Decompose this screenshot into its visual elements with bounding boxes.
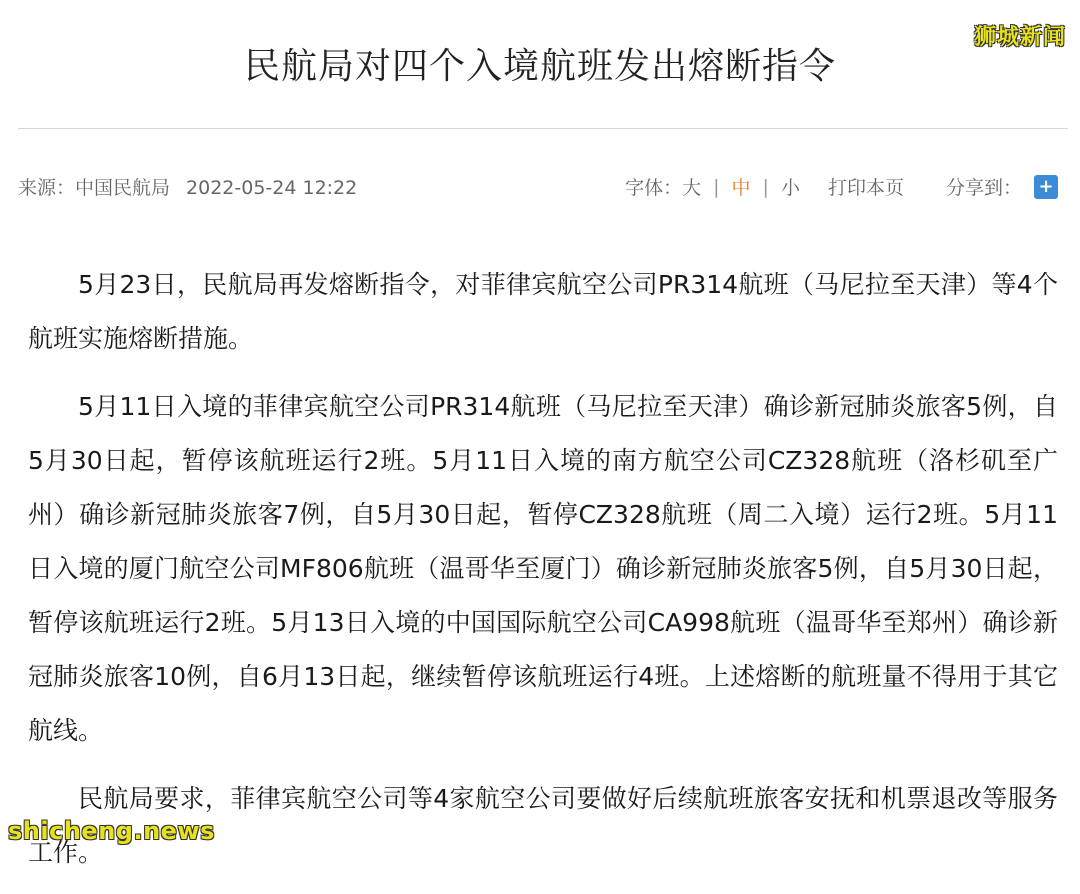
watermark-bottom: shicheng.news <box>8 817 215 845</box>
separator: | <box>713 175 720 198</box>
article-paragraph: 5月11日入境的菲律宾航空公司PR314航班（马尼拉至天津）确诊新冠肺炎旅客5例，自5月30日起，暂停该航班运行2班。5月11日入境的南方航空公司CZ328航班（洛杉矶至广州）确诊新冠肺炎旅客7例，自5月30日起，暂停CZ328航班（周二入境）运行2班。5月11日入境的厦门航空公司MF806航班（温哥华至厦门）确诊新冠肺炎旅客5例，自5月30日起，暂停该航班运行2班。5月13日入境的中国国际航空公司CA998航班（温哥华至郑州）确诊新冠肺炎旅客10例，自6月13日起，继续暂停该航班运行4班。上述熔断的航班量不得用于其它航线。 <box>28 392 1058 745</box>
font-small-button[interactable]: 小 <box>780 177 800 199</box>
font-large-button[interactable]: 大 <box>682 177 702 199</box>
meta-tools <box>625 173 1058 200</box>
title-divider <box>18 128 1068 129</box>
article-paragraph: 民航局要求，菲律宾航空公司等4家航空公司要做好后续航班旅客安抚和机票退改等服务工作。 <box>28 784 1058 867</box>
share-plus-icon[interactable]: + <box>1034 175 1058 199</box>
print-page-link[interactable]: 打印本页 <box>827 177 904 199</box>
font-size-label: 字体： <box>625 177 683 199</box>
source-label: 来源：中国民航局 <box>18 177 171 199</box>
article-meta <box>18 173 1058 201</box>
font-medium-button[interactable]: 中 <box>731 177 751 199</box>
separator: | <box>762 175 769 198</box>
share-label: 分享到： <box>945 177 1022 199</box>
article-paragraph: 5月23日，民航局再发熔断指令，对菲律宾航空公司PR314航班（马尼拉至天津）等4个航班实施熔断措施。 <box>28 270 1058 353</box>
publish-date: 2022-05-24 12:22 <box>186 177 358 199</box>
page-title: 民航局对四个入境航班发出熔断指令 <box>243 46 836 87</box>
watermark-top: 狮城新闻 <box>973 25 1066 50</box>
meta-source-date <box>18 173 357 200</box>
article-body <box>28 258 1058 894</box>
